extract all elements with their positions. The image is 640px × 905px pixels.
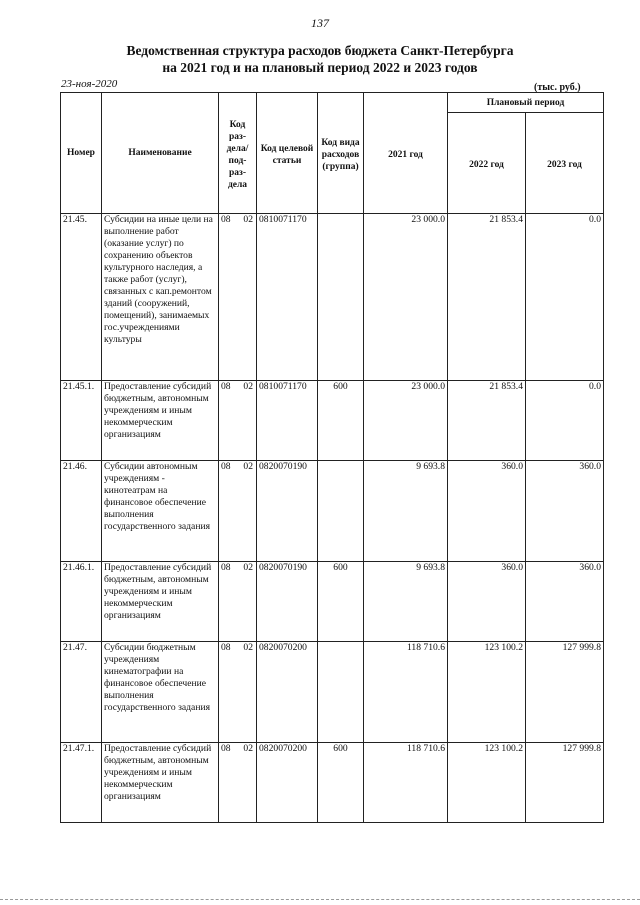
table-row xyxy=(61,214,604,381)
row-vr xyxy=(318,461,364,562)
table-row xyxy=(61,743,604,823)
header-number: Номер xyxy=(61,93,102,214)
row-target: 0820070190 xyxy=(257,461,318,562)
row-vr xyxy=(318,642,364,743)
row-name: Предоставление субсидий бюджетным, автономным учреждениям и иным некоммерческим организациям xyxy=(102,381,219,461)
row-name: Субсидии автономным учреждениям - кинотеатрам на финансовое обеспечение выполнения государственного задания xyxy=(102,461,219,562)
document-title xyxy=(0,42,640,76)
header-name: Наименование xyxy=(102,93,219,214)
row-number: 21.47.1. xyxy=(61,743,102,823)
row-2021: 9 693.8 xyxy=(364,461,448,562)
row-name: Субсидии на иные цели на выполнение работ (оказание услуг) по сохранению объектов культурного наследия, а также работ (услуг), связанных с кап.ремонтом зданий (сооружений, помещений), занимаемых гос.учреждениями культуры xyxy=(102,214,219,381)
header-target-code: Код целевой статьи xyxy=(257,93,318,214)
header-year-2021: 2021 год xyxy=(364,93,448,214)
row-name: Предоставление субсидий бюджетным, автономным учреждениям и иным некоммерческим организациям xyxy=(102,743,219,823)
row-2022: 360.0 xyxy=(448,562,526,642)
row-vr xyxy=(318,214,364,381)
row-2021: 9 693.8 xyxy=(364,562,448,642)
row-target: 0820070190 xyxy=(257,562,318,642)
table-row xyxy=(61,381,604,461)
row-2022: 123 100.2 xyxy=(448,642,526,743)
row-2023: 127 999.8 xyxy=(526,642,604,743)
row-2023: 0.0 xyxy=(526,381,604,461)
table-row xyxy=(61,642,604,743)
document-date: 23-ноя-2020 xyxy=(61,78,118,90)
row-target: 0810071170 xyxy=(257,381,318,461)
row-section: 08 02 xyxy=(219,214,257,381)
row-2021: 23 000.0 xyxy=(364,381,448,461)
row-target: 0820070200 xyxy=(257,642,318,743)
row-2023: 0.0 xyxy=(526,214,604,381)
title-line-2: на 2021 год и на плановый период 2022 и 2023 годов xyxy=(162,60,478,75)
header-expense-type-code: Код вида расходов (группа) xyxy=(318,93,364,214)
header-planned-period: Плановый период xyxy=(448,93,604,113)
row-2023: 360.0 xyxy=(526,461,604,562)
row-number: 21.47. xyxy=(61,642,102,743)
table-row xyxy=(61,562,604,642)
row-section: 08 02 xyxy=(219,743,257,823)
row-vr: 600 xyxy=(318,562,364,642)
row-target: 0810071170 xyxy=(257,214,318,381)
table-row xyxy=(61,461,604,562)
row-name: Предоставление субсидий бюджетным, автономным учреждениям и иным некоммерческим организациям xyxy=(102,562,219,642)
row-2021: 118 710.6 xyxy=(364,743,448,823)
row-target: 0820070200 xyxy=(257,743,318,823)
row-vr: 600 xyxy=(318,743,364,823)
row-section: 08 02 xyxy=(219,562,257,642)
table-header-row xyxy=(61,93,604,113)
row-number: 21.46.1. xyxy=(61,562,102,642)
row-2022: 21 853.4 xyxy=(448,381,526,461)
row-2023: 360.0 xyxy=(526,562,604,642)
row-2022: 21 853.4 xyxy=(448,214,526,381)
row-section: 08 02 xyxy=(219,381,257,461)
row-2023: 127 999.8 xyxy=(526,743,604,823)
row-2022: 123 100.2 xyxy=(448,743,526,823)
row-number: 21.45.1. xyxy=(61,381,102,461)
row-number: 21.46. xyxy=(61,461,102,562)
units-label: (тыс. руб.) xyxy=(534,82,581,93)
row-name: Субсидии бюджетным учреждениям кинематографии на финансовое обеспечение выполнения государственного задания xyxy=(102,642,219,743)
row-2021: 23 000.0 xyxy=(364,214,448,381)
page-number: 137 xyxy=(311,16,329,30)
header-year-2023: 2023 год xyxy=(526,113,604,214)
budget-table xyxy=(60,92,604,823)
header-year-2022: 2022 год xyxy=(448,113,526,214)
row-section: 08 02 xyxy=(219,642,257,743)
row-2022: 360.0 xyxy=(448,461,526,562)
row-vr: 600 xyxy=(318,381,364,461)
header-section-code: Код раз-дела/под-раз-дела xyxy=(219,93,257,214)
row-number: 21.45. xyxy=(61,214,102,381)
row-section: 08 02 xyxy=(219,461,257,562)
title-line-1: Ведомственная структура расходов бюджета Санкт-Петербурга xyxy=(126,43,514,58)
row-2021: 118 710.6 xyxy=(364,642,448,743)
page-bottom-divider xyxy=(0,899,640,900)
